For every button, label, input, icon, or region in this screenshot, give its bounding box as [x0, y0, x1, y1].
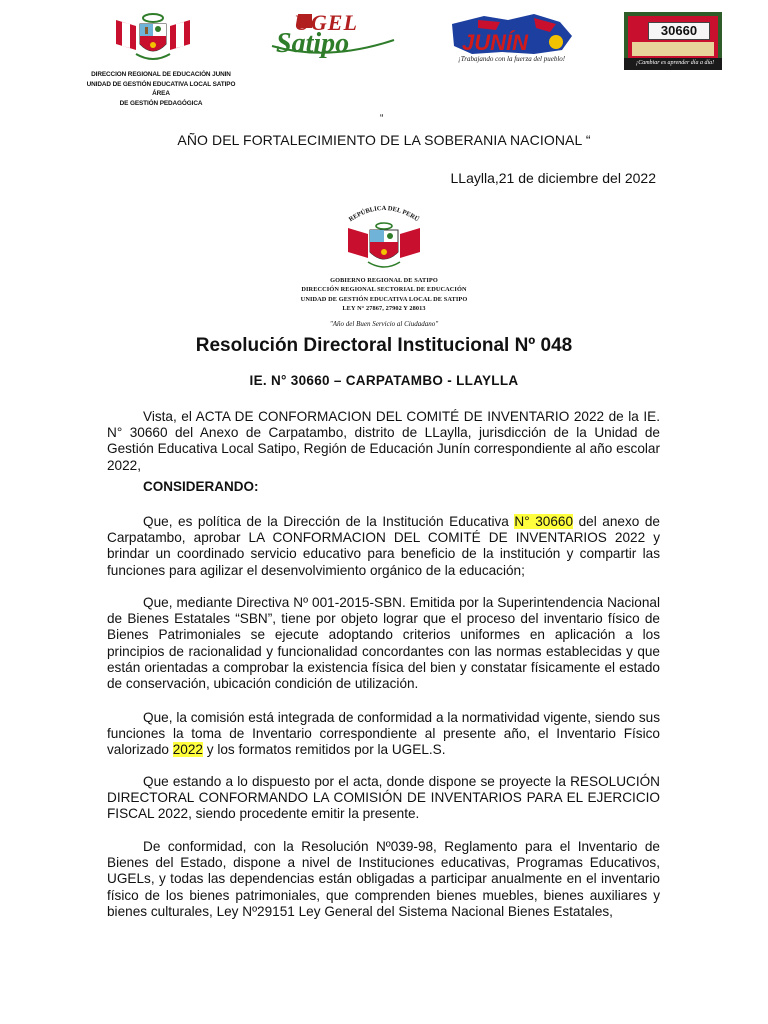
- gov-line: LEY N° 27867, 27902 Y 28013: [342, 305, 426, 313]
- vista-paragraph: Vista, el ACTA DE CONFORMACION DEL COMITÉ DE INVENTARIO 2022 de la IE. N° 30660 del Anexo de Carpatambo, distrito de LLaylla, jurisdicción de la Unidad de Gestión Educativa Local Satipo, Región de Educación Junín correspondiente al año escolar 2022,: [107, 409, 660, 473]
- highlight-year: 2022: [172, 742, 203, 758]
- seal-icon: [340, 200, 428, 274]
- highlight-school-number: N° 30660: [514, 514, 574, 529]
- considerando-paragraph-3: [107, 710, 660, 759]
- svg-text:REPÚBLICA DEL PERÚ: [348, 205, 421, 223]
- p1-text-a: Que, es política de la Dirección de la Institución Educativa: [143, 514, 515, 529]
- government-lines: [230, 276, 538, 314]
- ugel-wordmark: UGEL: [294, 10, 358, 35]
- ugel-satipo-logo: [268, 10, 398, 62]
- region-junin-logo: [438, 10, 588, 70]
- direccion-header: [86, 69, 236, 109]
- institution-line: IE. N° 30660 – CARPATAMBO - LLAYLLA: [249, 373, 519, 388]
- direccion-line: DIRECCION REGIONAL DE EDUCACIÓN JUNIN: [91, 71, 231, 78]
- year-title: AÑO DEL FORTALECIMIENTO DE LA SOBERANIA NACIONAL “: [177, 132, 591, 148]
- gov-line: GOBIERNO REGIONAL DE SATIPO: [330, 277, 438, 284]
- p1-text-b: del anexo de Carpatambo, aprobar LA CONFORMACION DEL COMITÉ DE INVENTARIOS 2022 y brindar un coordinado servicio educativo para beneficio de la institución y compartir las funciones para agilizar el desenvolvimiento orgánico de la educación;: [107, 514, 660, 578]
- quote-mark: “: [380, 113, 384, 124]
- gov-line: UNIDAD DE GESTIÓN EDUCATIVA LOCAL DE SATIPO: [300, 295, 468, 303]
- republica-peru-seal: [340, 200, 428, 274]
- school-tagline: ¡Cambiar es aprender día a día!: [635, 60, 715, 66]
- considerando-paragraph-2: Que, mediante Directiva Nº 001-2015-SBN. Emitida por la Superintendencia Nacional de Bienes Estatales “SBN”, tiene por objeto lograr que el proceso del inventario físico de Bienes Patrimoniales se ejecute adoptando criterios uniformes en aplicación a los principios de racionalidad y funcionalidad concordantes con las normas establecidas y que están orientadas a comprobar la existencia física del bien y constatar físicamente el estado de conservación, ubicación condición de utilización.: [107, 595, 660, 692]
- direccion-line: DE GESTIÓN PEDAGÓGICA: [119, 100, 203, 107]
- school-30660-logo: [624, 12, 722, 70]
- peru-coat-of-arms-logo: [112, 10, 194, 66]
- resolution-title: Resolución Directoral Institucional Nº 048: [195, 335, 573, 356]
- satipo-wordmark: Satipo: [276, 28, 350, 59]
- gov-line: DIRECCIÓN REGIONAL SECTORIAL DE EDUCACIÓN: [301, 286, 467, 294]
- seal-text: REPÚBLICA DEL PERÚ: [347, 204, 421, 224]
- considerando-paragraph-5: De conformidad, con la Resolución Nº039-98, Reglamento para el Inventario de Bienes del Estado, dispone a nivel de Instituciones educativas, Programas Educativos, UGELs, y todas las dependencias están obligadas a participar anualmente en el inventario físico de los bienes patrimoniales, que comprenden bienes muebles, bienes auxiliares y bienes culturales, Ley Nº29151 Ley General del Sistema Nacional Bienes Estatales,: [107, 839, 660, 919]
- school-number: 30660: [648, 22, 710, 40]
- junin-wordmark: JUNÍN: [462, 30, 529, 55]
- considerando-heading: CONSIDERANDO:: [143, 479, 259, 494]
- p3-text-b: y los formatos remitidos por la UGEL.S.: [203, 742, 446, 758]
- considerando-paragraph-4: Que estando a lo dispuesto por el acta, donde dispone se proyecte la RESOLUCIÓN DIRECTORAL CONFORMANDO LA COMISIÓN DE INVENTARIOS PARA EL EJERCICIO FISCAL 2022, siendo procedente emitir la presente.: [107, 774, 660, 822]
- direccion-line: UNIDAD DE GESTIÓN EDUCATIVA LOCAL SATIPO ÁREA: [86, 81, 236, 97]
- government-motto: "Año del Buen Servicio al Ciudadano": [329, 320, 439, 328]
- considerando-paragraph-1: [107, 514, 660, 579]
- p3-text-a: Que, la comisión está integrada de conformidad a la normatividad vigente, siendo sus funciones la toma de Inventario correspondiente al presente año, el Inventario Físico valorizado: [107, 710, 660, 758]
- coat-of-arms-icon: [112, 10, 194, 66]
- place-date: LLaylla,21 de diciembre del 2022: [450, 170, 656, 186]
- junin-tagline: ¡Trabajando con la fuerza del pueblo!: [458, 55, 566, 63]
